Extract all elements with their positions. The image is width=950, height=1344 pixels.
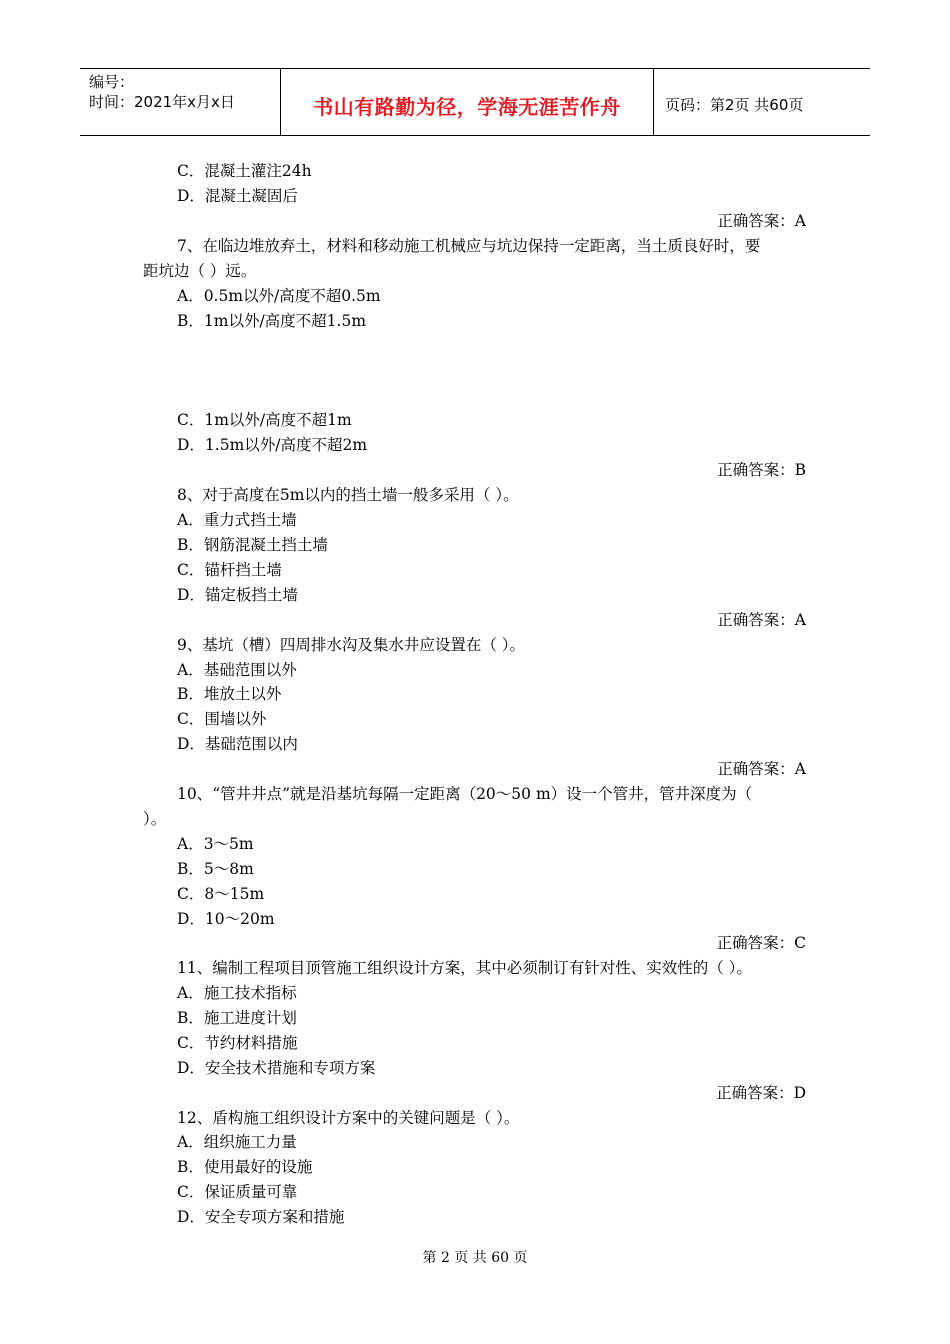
option-line: D．1.5m以外/高度不超2m — [177, 436, 368, 454]
option-line: C．围墙以外 — [177, 710, 267, 728]
answer-line: 正确答案：A — [717, 760, 806, 778]
option-line: A．重力式挡土墙 — [177, 511, 297, 529]
question-line: 11、编制工程项目顶管施工组织设计方案，其中必须制订有针对性、实效性的（ ）。 — [177, 959, 752, 977]
option-line: C．锚杆挡土墙 — [177, 561, 282, 579]
doc-number-label: 编号： — [89, 73, 135, 91]
document-header — [80, 68, 870, 136]
option-line: D．混凝土凝固后 — [177, 187, 298, 205]
option-line: C．混凝土灌注24h — [177, 162, 312, 180]
page-footer: 第 2 页 共 60 页 — [422, 1250, 528, 1266]
header-motto: 书山有路勤为径，学海无涯苦作舟 — [313, 95, 621, 119]
question-line: 10、“管井井点”就是沿基坑每隔一定距离（20～50 m）设一个管井，管井深度为（ — [177, 785, 753, 803]
option-line: B．钢筋混凝土挡土墙 — [177, 536, 328, 554]
question-continuation: 距坑边（ ）远。 — [143, 262, 257, 280]
option-line: B．施工进度计划 — [177, 1009, 297, 1027]
option-line: C．1m以外/高度不超1m — [177, 411, 352, 429]
answer-line: 正确答案：B — [717, 461, 806, 479]
question-line: 12、盾构施工组织设计方案中的关键问题是（ ）。 — [177, 1109, 520, 1127]
option-line: C．节约材料措施 — [177, 1034, 298, 1052]
option-line: A．施工技术指标 — [177, 984, 297, 1002]
question-line: 7、在临边堆放弃土，材料和移动施工机械应与坑边保持一定距离，当土质良好时，要 — [177, 237, 761, 255]
option-line: D．10～20m — [177, 910, 275, 928]
option-line: A．组织施工力量 — [177, 1133, 297, 1151]
option-line: D．锚定板挡土墙 — [177, 586, 298, 604]
doc-date-label: 时间：2021年x月x日 — [89, 93, 235, 111]
option-line: B．5～8m — [177, 860, 254, 878]
option-line: B．堆放土以外 — [177, 685, 282, 703]
option-line: B．使用最好的设施 — [177, 1158, 313, 1176]
question-continuation: ）。 — [143, 810, 167, 828]
option-line: B．1m以外/高度不超1.5m — [177, 312, 367, 330]
option-line: A．基础范围以外 — [177, 661, 297, 679]
option-line: C．保证质量可靠 — [177, 1183, 298, 1201]
header-page-number: 页码：第2页 共60页 — [665, 96, 804, 114]
answer-line: 正确答案：C — [716, 934, 806, 952]
option-line: A．3～5m — [177, 835, 254, 853]
option-line: C．8～15m — [177, 885, 265, 903]
question-line: 8、对于高度在5m以内的挡土墙一般多采用（ ）。 — [177, 486, 519, 504]
question-line: 9、基坑（槽）四周排水沟及集水井应设置在（ ）。 — [177, 636, 526, 654]
header-page-cell — [654, 69, 870, 135]
option-line: D．安全专项方案和措施 — [177, 1208, 345, 1226]
header-meta-cell — [80, 69, 281, 135]
answer-line: 正确答案：D — [716, 1084, 806, 1102]
answer-line: 正确答案：A — [717, 611, 806, 629]
answer-line: 正确答案：A — [717, 212, 806, 230]
header-motto-cell — [281, 69, 654, 135]
option-line: D．基础范围以内 — [177, 735, 298, 753]
option-line: D．安全技术措施和专项方案 — [177, 1059, 376, 1077]
option-line: A．0.5m以外/高度不超0.5m — [177, 287, 381, 305]
